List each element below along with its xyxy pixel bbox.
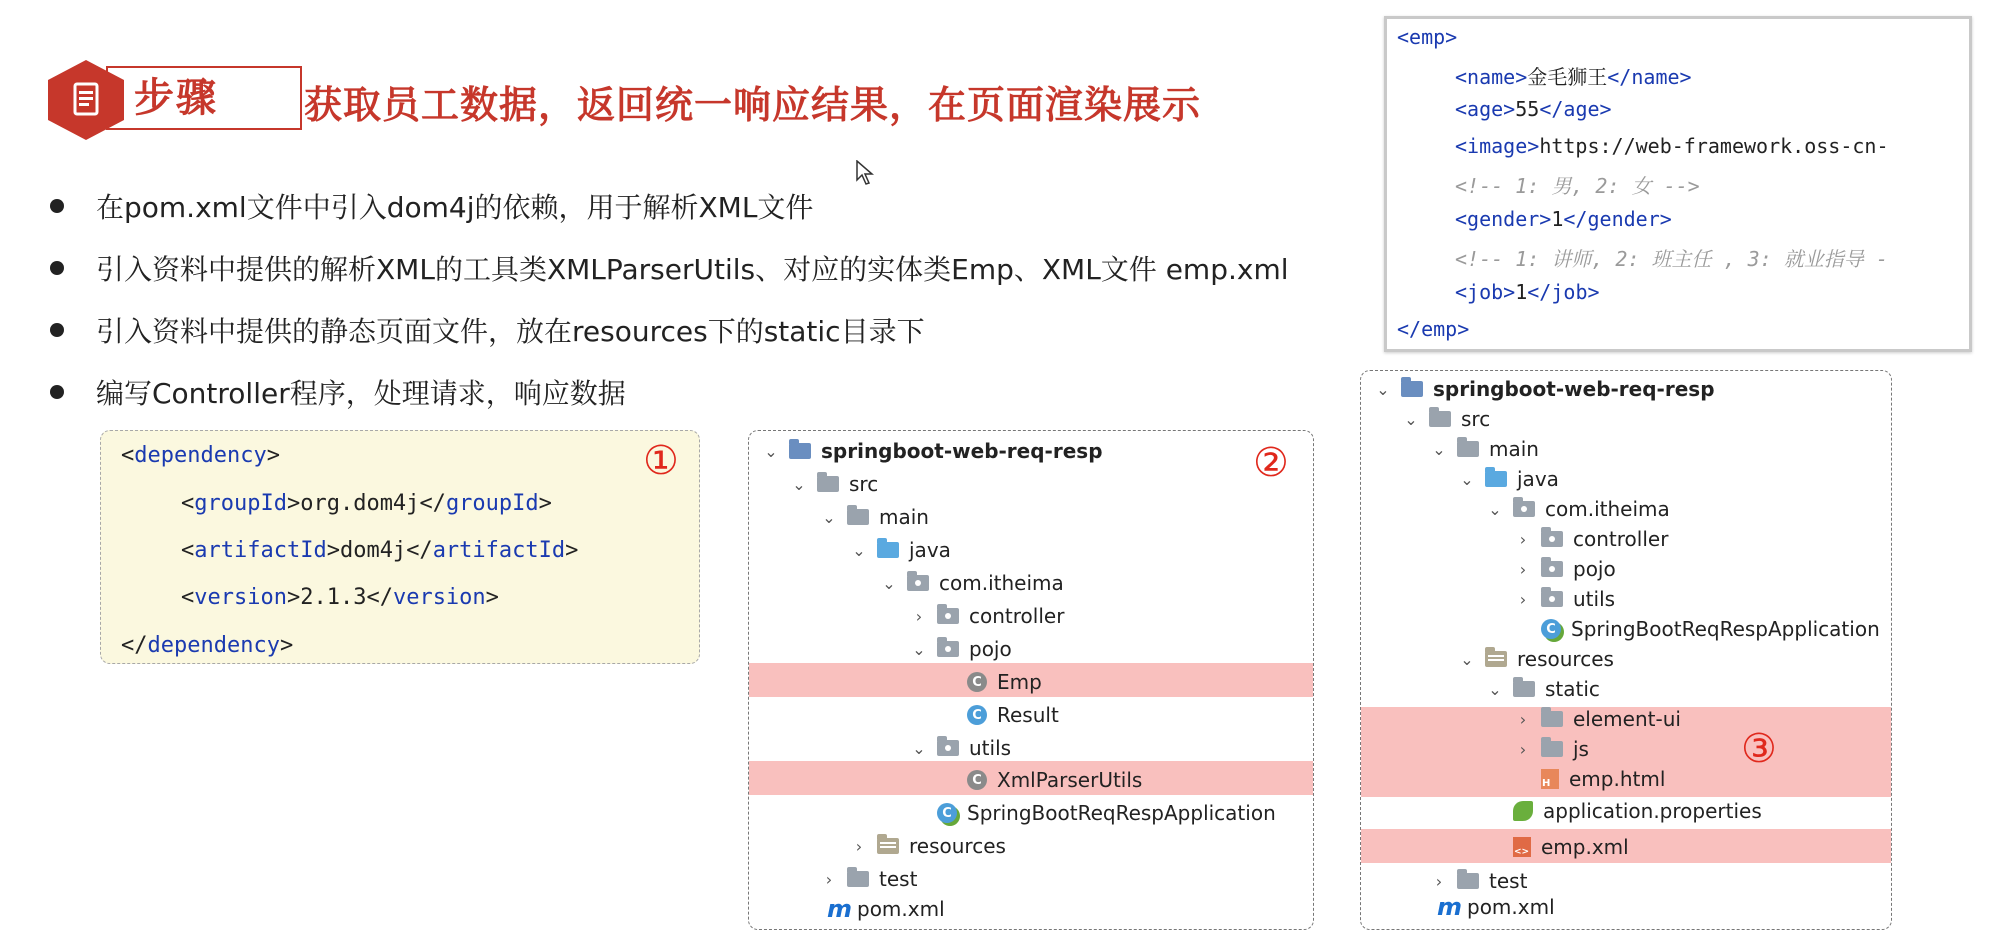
class-icon: C xyxy=(967,672,987,692)
xml-line: </emp> xyxy=(1397,317,1470,341)
tree-item-label: src xyxy=(1461,407,1491,431)
xml-line: <gender>1</gender> xyxy=(1455,207,1672,231)
xml-tag: gender xyxy=(1587,207,1660,231)
tree-item-resources[interactable]: › resources xyxy=(855,834,1006,858)
project-tree-3 xyxy=(1360,370,1892,930)
package-icon xyxy=(907,575,929,591)
properties-file-icon xyxy=(1513,801,1533,821)
tree-item-label: Emp xyxy=(997,670,1042,694)
maven-icon: m xyxy=(827,895,853,923)
bullet-item xyxy=(50,186,813,226)
code-tag: groupId xyxy=(194,491,287,516)
tree-item-test[interactable]: › test xyxy=(1435,869,1528,893)
step-badge xyxy=(48,60,258,134)
tree-item-src[interactable]: ⌄ src xyxy=(1404,407,1491,431)
tree-item-label: resources xyxy=(909,834,1006,858)
code-value: dom4j xyxy=(339,538,407,563)
tree-item-application[interactable] xyxy=(1513,613,1880,645)
tree-item-project[interactable]: ⌄ springboot-web-req-resp xyxy=(1376,377,1715,401)
tree-item-label: pojo xyxy=(1573,557,1616,581)
emp-xml-code-box xyxy=(1384,16,1972,352)
bullet-text: 引入资料中提供的静态页面文件，放在resources下的static目录下 xyxy=(96,315,925,348)
bullet-text: 在pom.xml文件中引入dom4j的依赖，用于解析XML文件 xyxy=(96,191,814,224)
tree-item-pom[interactable] xyxy=(1409,891,1555,923)
tree-item-utils[interactable]: ⌄ utils xyxy=(912,736,1012,760)
xml-tag: gender xyxy=(1467,207,1540,231)
code-tag: version xyxy=(194,585,287,610)
xml-value: 1 xyxy=(1551,207,1564,231)
tree-item-emp-html[interactable] xyxy=(1513,763,1665,795)
bullet-text: 编写Controller程序，处理请求，响应数据 xyxy=(96,377,626,410)
tree-item-label: controller xyxy=(1573,527,1669,551)
xml-tag: name xyxy=(1631,65,1680,89)
tree-item-label: js xyxy=(1573,737,1589,761)
project-tree-2 xyxy=(748,430,1314,930)
tree-item-label: emp.xml xyxy=(1541,835,1629,859)
tree-item-label: main xyxy=(1489,437,1539,461)
xml-tag: age xyxy=(1467,97,1504,121)
dependency-code-box xyxy=(100,430,700,664)
spring-class-icon: C xyxy=(937,803,957,823)
xml-tag: emp xyxy=(1409,25,1446,49)
code-tag: dependency xyxy=(134,443,267,468)
bullet-text: 引入资料中提供的解析XML的工具类XMLParserUtils、对应的实体类Emp、XML文件 emp.xml xyxy=(96,253,1289,286)
xml-tag: age xyxy=(1563,97,1600,121)
tree-item-label: com.itheima xyxy=(939,571,1064,595)
tree-item-label: main xyxy=(879,505,929,529)
tree-item-label: utils xyxy=(969,736,1012,760)
bullet-dot xyxy=(50,323,64,337)
tree-item-label: springboot-web-req-resp xyxy=(821,439,1103,463)
folder-icon xyxy=(1541,711,1563,727)
tree-item-js[interactable]: › js xyxy=(1519,737,1589,761)
code-tag: dependency xyxy=(147,633,280,658)
tree-item-test[interactable]: › test xyxy=(825,867,918,891)
tree-item-label: application.properties xyxy=(1543,799,1762,823)
code-line: <dependency> xyxy=(121,443,280,468)
xml-file-icon xyxy=(1513,837,1531,857)
code-line: <version>2.1.3</version> xyxy=(181,585,499,610)
bullet-dot xyxy=(50,385,64,399)
code-tag: artifactId xyxy=(194,538,327,563)
tree-item-label: java xyxy=(909,538,951,562)
mouse-cursor-icon xyxy=(856,160,874,186)
xml-comment: <!-- 1: 讲师, 2: 班主任 , 3: 就业指导 - xyxy=(1455,247,1888,271)
html-file-icon xyxy=(1541,769,1559,789)
step-label: 步骤 xyxy=(134,75,218,121)
class-icon: C xyxy=(967,705,987,725)
tree-item-label: static xyxy=(1545,677,1600,701)
tree-item-element-ui[interactable]: › element-ui xyxy=(1519,707,1681,731)
marker-1: ① xyxy=(643,438,679,484)
package-icon xyxy=(937,740,959,756)
folder-icon xyxy=(1541,741,1563,757)
xml-line: <age>55</age> xyxy=(1455,97,1612,121)
code-value: org.dom4j xyxy=(300,491,420,516)
code-line: <groupId>org.dom4j</groupId> xyxy=(181,491,552,516)
resources-folder-icon xyxy=(877,838,899,854)
package-icon xyxy=(1513,501,1535,517)
tree-item-label: resources xyxy=(1517,647,1614,671)
code-tag: version xyxy=(392,585,486,610)
tree-item-label: test xyxy=(1489,869,1528,893)
tree-item-controller[interactable]: › controller xyxy=(1519,527,1669,551)
bullet-dot xyxy=(50,261,64,275)
bullet-item xyxy=(50,310,925,350)
tree-item-label: element-ui xyxy=(1573,707,1681,731)
xml-tag: emp xyxy=(1421,317,1458,341)
tree-item-label: pom.xml xyxy=(857,897,945,921)
tree-item-label: utils xyxy=(1573,587,1616,611)
tree-item-pojo[interactable]: ⌄ pojo xyxy=(912,637,1012,661)
tree-item-java[interactable]: ⌄ java xyxy=(1460,467,1559,491)
xml-value: 55 xyxy=(1515,97,1540,121)
maven-icon: m xyxy=(1437,893,1463,921)
tree-item-package[interactable]: ⌄ com.itheima xyxy=(882,571,1064,595)
tree-item-result[interactable] xyxy=(939,699,1059,731)
code-line: </dependency> xyxy=(121,633,294,658)
source-folder-icon xyxy=(877,542,899,558)
tree-item-emp[interactable] xyxy=(939,666,1042,698)
tree-item-label: controller xyxy=(969,604,1065,628)
tree-item-main[interactable]: ⌄ main xyxy=(822,505,929,529)
code-value: 2.1.3 xyxy=(300,585,367,610)
code-tag: artifactId xyxy=(432,538,566,563)
project-folder-icon xyxy=(789,443,811,459)
tree-item-java[interactable]: ⌄ java xyxy=(852,538,951,562)
tree-item-label: Result xyxy=(997,703,1059,727)
tree-item-label: test xyxy=(879,867,918,891)
package-icon xyxy=(1541,561,1563,577)
tree-item-label: src xyxy=(849,472,879,496)
xml-comment: <!-- 1: 男, 2: 女 --> xyxy=(1455,174,1700,198)
code-tag: groupId xyxy=(445,491,539,516)
tree-item-utils[interactable]: › utils xyxy=(1519,587,1616,611)
tree-item-application-properties[interactable] xyxy=(1485,795,1762,827)
bullet-dot xyxy=(50,199,64,213)
tree-item-xmlparserutils[interactable] xyxy=(939,764,1142,796)
tree-item-label: XmlParserUtils xyxy=(997,768,1143,792)
tree-item-label: pom.xml xyxy=(1467,895,1555,919)
xml-tag: name xyxy=(1467,65,1516,89)
tree-item-project[interactable]: ⌄ springboot-web-req-resp xyxy=(764,439,1103,463)
spring-class-icon: C xyxy=(1541,619,1561,639)
page-title: 获取员工数据，返回统一响应结果，在页面渲染展示 xyxy=(304,83,1202,127)
tree-item-label: SpringBootReqRespApplication xyxy=(967,801,1276,825)
tree-item-pojo[interactable]: › pojo xyxy=(1519,557,1616,581)
xml-value: https://web-framework.oss-cn- xyxy=(1539,134,1889,158)
folder-icon xyxy=(817,476,839,492)
tree-item-package[interactable]: ⌄ com.itheima xyxy=(1488,497,1670,521)
package-icon xyxy=(1541,531,1563,547)
xml-line: <job>1</job> xyxy=(1455,280,1600,304)
project-folder-icon xyxy=(1401,381,1423,397)
tree-item-label: java xyxy=(1517,467,1559,491)
tree-item-pom[interactable] xyxy=(799,893,945,925)
folder-icon xyxy=(847,509,869,525)
tree-item-main[interactable]: ⌄ main xyxy=(1432,437,1539,461)
xml-tag: job xyxy=(1551,280,1588,304)
class-icon: C xyxy=(967,770,987,790)
xml-value: 1 xyxy=(1515,280,1528,304)
tree-item-resources[interactable]: ⌄ resources xyxy=(1460,647,1614,671)
bullet-item xyxy=(50,248,1289,288)
folder-icon xyxy=(1429,411,1451,427)
bullet-item xyxy=(50,372,626,412)
tree-item-controller[interactable]: › controller xyxy=(915,604,1065,628)
tree-item-static[interactable]: ⌄ static xyxy=(1488,677,1600,701)
package-icon xyxy=(937,641,959,657)
tree-item-label: SpringBootReqRespApplication xyxy=(1571,617,1880,641)
source-folder-icon xyxy=(1485,471,1507,487)
xml-line: <name>金毛狮王</name> xyxy=(1455,65,1692,89)
marker-2: ② xyxy=(1253,440,1289,486)
package-icon xyxy=(1541,591,1563,607)
xml-tag: job xyxy=(1467,280,1504,304)
marker-3: ③ xyxy=(1741,726,1777,772)
tree-item-label: springboot-web-req-resp xyxy=(1433,377,1715,401)
xml-line: <emp> xyxy=(1397,25,1458,49)
code-line: <artifactId>dom4j</artifactId> xyxy=(181,538,579,563)
tree-item-label: emp.html xyxy=(1569,767,1666,791)
tree-item-src[interactable]: ⌄ src xyxy=(792,472,879,496)
tree-item-emp-xml[interactable] xyxy=(1485,831,1629,863)
resources-folder-icon xyxy=(1485,651,1507,667)
tree-item-label: pojo xyxy=(969,637,1012,661)
folder-icon xyxy=(847,871,869,887)
folder-icon xyxy=(1457,873,1479,889)
package-icon xyxy=(937,608,959,624)
tree-item-application[interactable] xyxy=(909,797,1276,829)
xml-line: <image>https://web-framework.oss-cn- xyxy=(1455,134,1889,158)
folder-icon xyxy=(1457,441,1479,457)
xml-value: 金毛狮王 xyxy=(1527,65,1608,89)
xml-tag: image xyxy=(1467,134,1528,158)
folder-icon xyxy=(1513,681,1535,697)
tree-item-label: com.itheima xyxy=(1545,497,1670,521)
